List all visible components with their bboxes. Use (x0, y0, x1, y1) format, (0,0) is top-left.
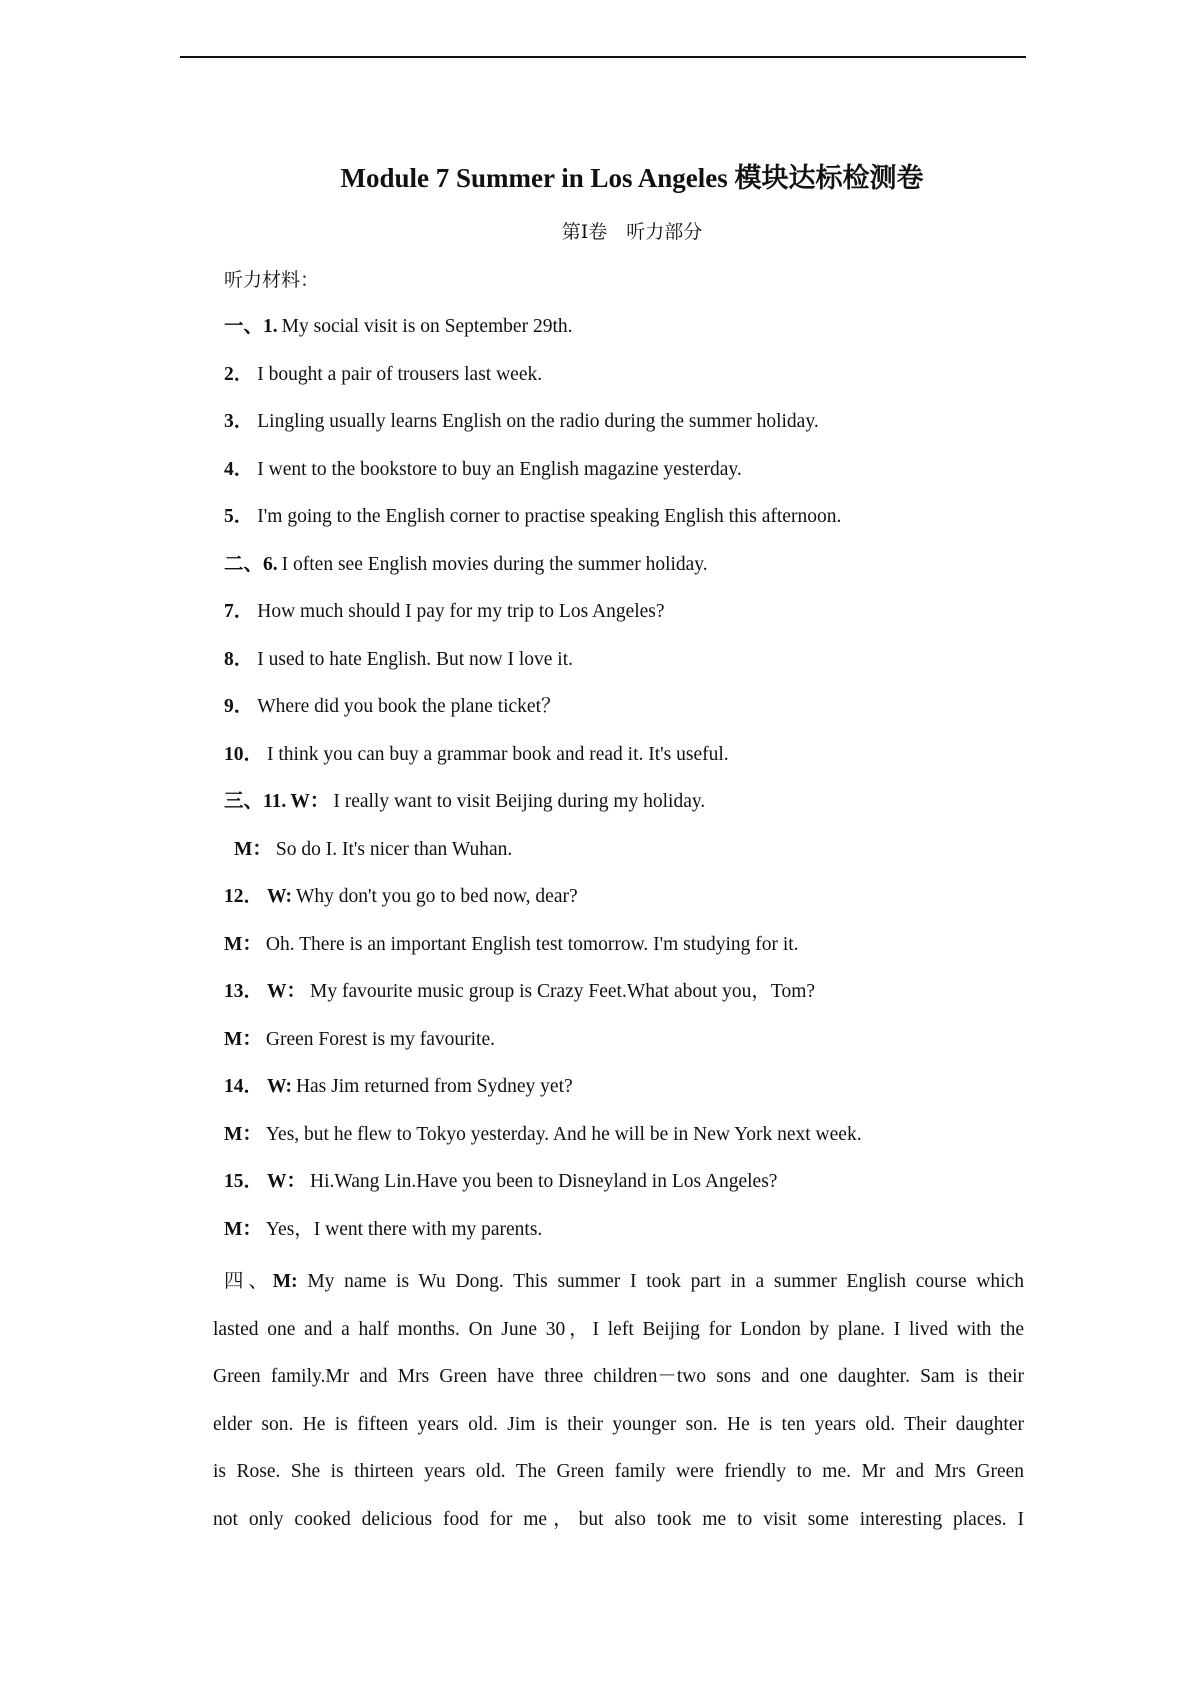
material-label: 听力材料： (224, 270, 320, 291)
line-text: My favourite music group is Crazy Feet.What about you，Tom? (310, 981, 816, 1002)
listening-line (224, 1025, 1024, 1073)
listening-line (224, 882, 1024, 930)
line-text: Oh. There is an important English test tomorrow. I'm studying for it. (265, 933, 799, 955)
passage-line (213, 1401, 1024, 1449)
item-number: 3． (224, 411, 254, 432)
passage-text: lasted one and a half months. On June 30，I left Beijing for London by plane. I lived with the (213, 1318, 1024, 1340)
speaker-label: M： (234, 838, 272, 860)
listening-line (224, 930, 1024, 978)
item-number: 2． (224, 363, 254, 385)
line-text: I really want to visit Beijing during my holiday. (333, 791, 706, 812)
item-number: 二、6. (224, 553, 278, 575)
page-title: Module 7 Summer in Los Angeles 模块达标检测卷 (340, 163, 924, 193)
item-number: 5． (224, 506, 254, 527)
passage-text: My name is Wu Dong. This summer I took part in a summer English course which (307, 1271, 1024, 1292)
listening-line (224, 787, 1024, 835)
header-rule (180, 56, 1026, 58)
item-number: 一、1. (224, 316, 278, 337)
line-text: I think you can buy a grammar book and read it. It's useful. (267, 743, 729, 765)
item-number: 8． (224, 648, 254, 670)
speaker-label: W： (290, 791, 330, 812)
speaker-label: M： (224, 933, 262, 955)
line-text: Green Forest is my favourite. (265, 1028, 495, 1050)
listening-line (224, 645, 1024, 693)
passage-line (213, 1353, 1024, 1401)
passage (213, 1258, 1024, 1543)
listening-line (224, 1072, 1024, 1120)
passage-text: elder son. He is fifteen years old. Jim is their younger son. He is ten years old. Their daughter (213, 1413, 1024, 1435)
line-text: I'm going to the English corner to practise speaking English this afternoon. (257, 506, 842, 527)
speaker-label: M: (272, 1271, 308, 1292)
line-text: Lingling usually learns English on the radio during the summer holiday. (257, 411, 819, 432)
line-text: Yes，I went there with my parents. (265, 1218, 543, 1240)
listening-lines (224, 312, 1024, 1262)
item-number: 三、11. (224, 791, 287, 812)
item-number: 12． (224, 886, 264, 907)
line-text: My social visit is on September 29th. (281, 316, 573, 337)
item-number: 10． (224, 743, 264, 765)
item-number: 9． (224, 696, 254, 717)
passage-text: not only cooked delicious food for me，but also took me to visit some interesting places. I (213, 1508, 1024, 1530)
speaker-label: M： (224, 1028, 262, 1050)
item-number: 15． (224, 1171, 264, 1192)
passage-text: is Rose. She is thirteen years old. The Green family were friendly to me. Mr and Mrs Green (213, 1461, 1024, 1482)
line-text: How much should I pay for my trip to Los Angeles? (257, 601, 665, 622)
listening-line (224, 1120, 1024, 1168)
listening-line (224, 692, 1024, 740)
listening-line (224, 1215, 1024, 1263)
item-number: 13． (224, 981, 264, 1002)
passage-line (213, 1258, 1024, 1306)
listening-line (224, 740, 1024, 788)
passage-text: Green family.Mr and Mrs Green have three children－two sons and one daughter. Sam is their (213, 1366, 1024, 1387)
listening-line (224, 597, 1024, 645)
item-number: 7． (224, 601, 254, 622)
listening-line (224, 360, 1024, 408)
listening-line (224, 550, 1024, 598)
listening-line (224, 977, 1024, 1025)
passage-line (213, 1448, 1024, 1496)
line-text: Hi.Wang Lin.Have you been to Disneyland in Los Angeles? (310, 1171, 778, 1192)
speaker-label: W: (267, 1076, 292, 1097)
item-number: 14． (224, 1076, 264, 1097)
line-text: I used to hate English. But now I love it. (257, 648, 574, 670)
speaker-label: W: (267, 886, 292, 907)
listening-line (224, 312, 1024, 360)
speaker-label: W： (267, 1171, 307, 1192)
listening-line (224, 835, 1024, 883)
line-text: Why don't you go to bed now, dear? (295, 886, 578, 907)
line-text: I often see English movies during the summer holiday. (281, 553, 708, 575)
line-text: Has Jim returned from Sydney yet? (295, 1076, 573, 1097)
line-text: I went to the bookstore to buy an English magazine yesterday. (257, 458, 742, 480)
speaker-label: M： (224, 1218, 262, 1240)
speaker-label: M： (224, 1123, 262, 1145)
item-number: 4． (224, 458, 254, 480)
line-text: I bought a pair of trousers last week. (257, 363, 543, 385)
line-text: So do I. It's nicer than Wuhan. (275, 838, 513, 860)
listening-line (224, 1167, 1024, 1215)
line-text: Yes, but he flew to Tokyo yesterday. And he will be in New York next week. (265, 1123, 862, 1145)
section-number: 四、 (224, 1271, 273, 1292)
listening-line (224, 502, 1024, 550)
passage-line (213, 1496, 1024, 1544)
listening-line (224, 455, 1024, 503)
line-text: Where did you book the plane ticket？ (257, 696, 561, 717)
listening-line (224, 407, 1024, 455)
speaker-label: W： (267, 981, 307, 1002)
passage-line (213, 1306, 1024, 1354)
part-title: 第Ⅰ卷 听力部分 (561, 222, 703, 243)
